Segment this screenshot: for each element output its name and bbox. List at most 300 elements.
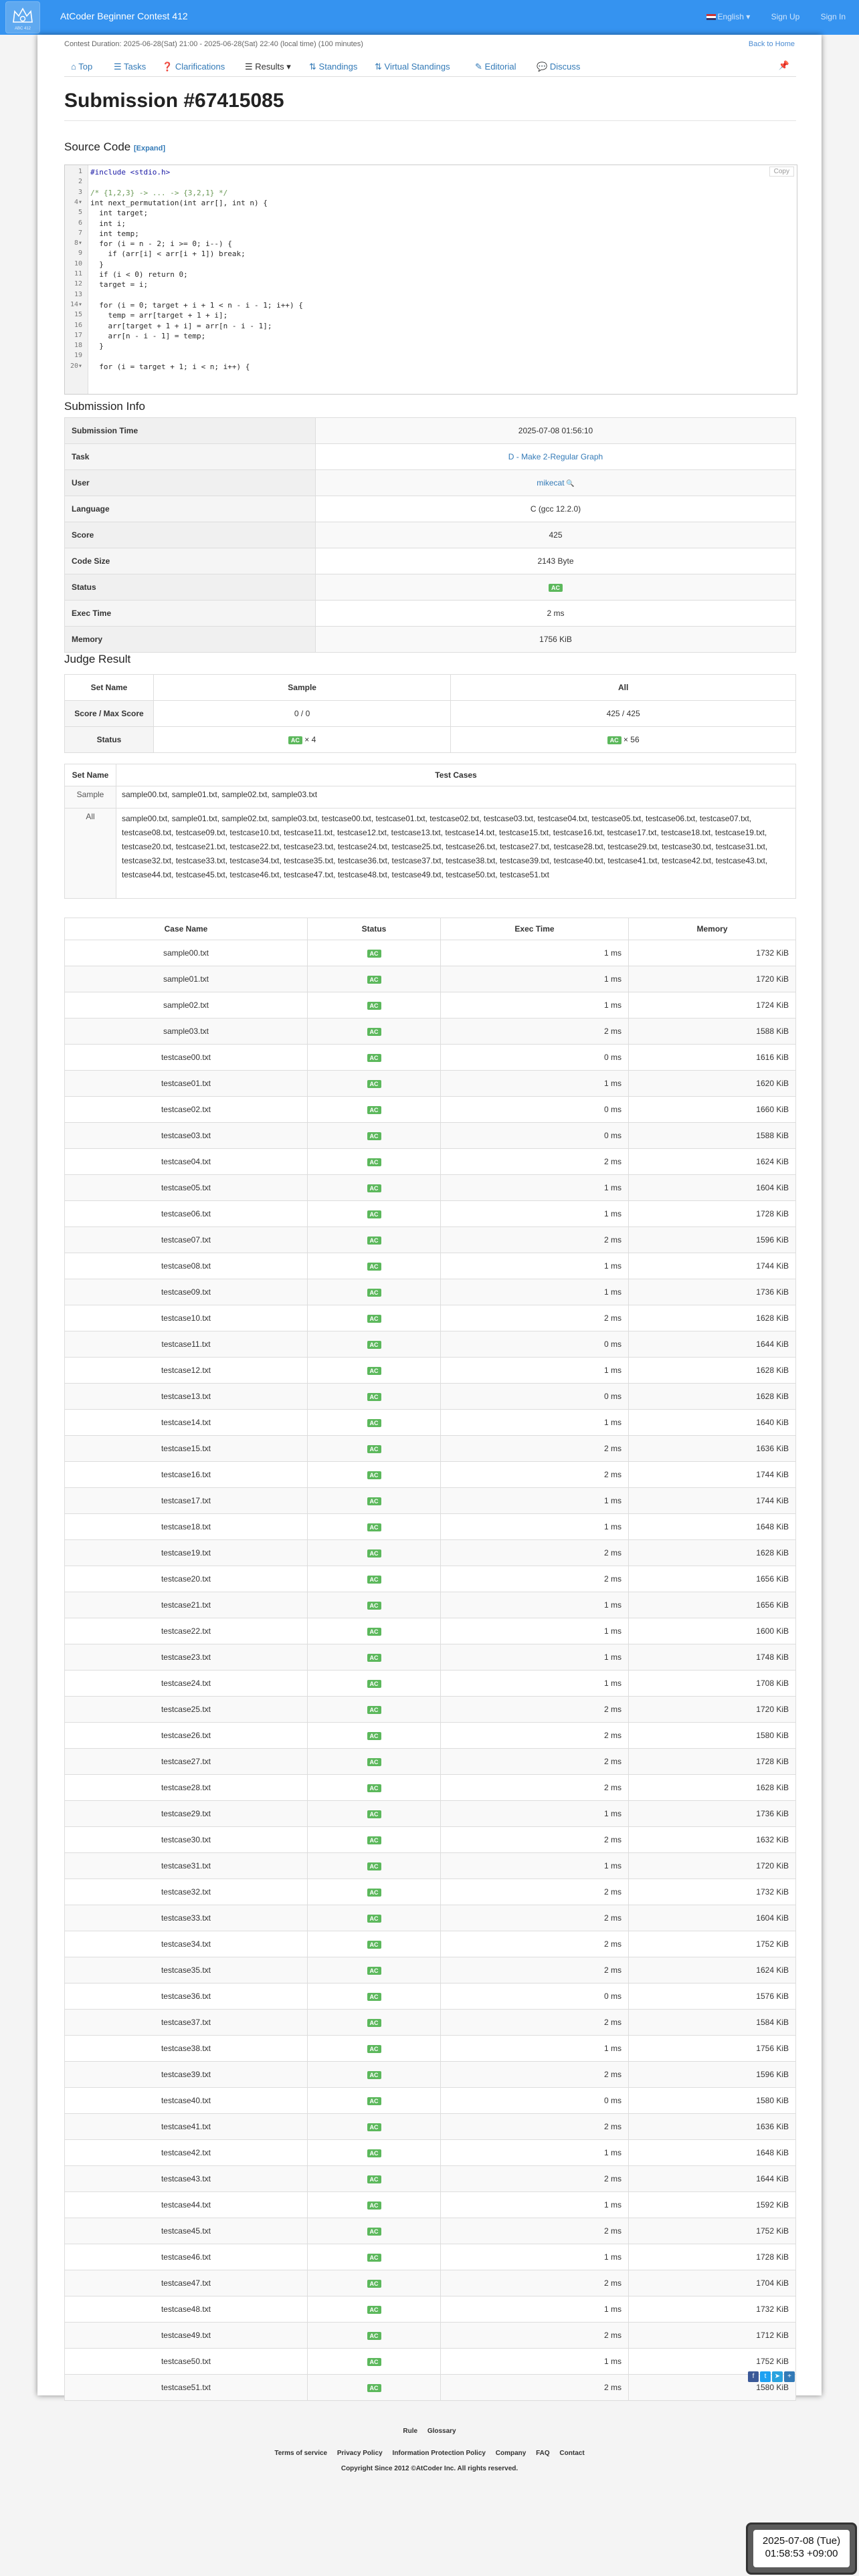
case-memory: 1656 KiB bbox=[629, 1592, 796, 1618]
case-exec-time: 2 ms bbox=[441, 2010, 629, 2036]
case-memory: 1588 KiB bbox=[629, 1123, 796, 1149]
user-link[interactable]: mikecat bbox=[537, 478, 565, 488]
code-line: int i; bbox=[90, 219, 126, 228]
case-exec-time: 0 ms bbox=[441, 1331, 629, 1358]
case-exec-time: 1 ms bbox=[441, 1671, 629, 1697]
case-status bbox=[308, 1879, 441, 1905]
code-line: for (i = target + 1; i < n; i++) { bbox=[90, 362, 250, 371]
case-exec-time: 1 ms bbox=[441, 1853, 629, 1879]
code-line: if (arr[i] < arr[i + 1]) break; bbox=[90, 249, 246, 259]
status-badge: AC bbox=[367, 1602, 381, 1610]
case-memory: 1624 KiB bbox=[629, 1957, 796, 1983]
case-name: testcase07.txt bbox=[65, 1227, 308, 1253]
case-memory: 1752 KiB bbox=[629, 2218, 796, 2244]
table-row bbox=[65, 966, 796, 992]
case-status bbox=[308, 1644, 441, 1671]
main-container bbox=[37, 35, 822, 2395]
nav-editorial-label: Editorial bbox=[484, 62, 516, 72]
copyright: Copyright Since 2012 ©AtCoder Inc. All rights reserved. bbox=[341, 2465, 518, 2472]
status-badge: AC bbox=[367, 1758, 381, 1766]
table-row bbox=[65, 992, 796, 1018]
comment-icon: 💬 bbox=[537, 62, 548, 72]
status-badge: AC bbox=[367, 1158, 381, 1166]
case-exec-time: 2 ms bbox=[441, 1540, 629, 1566]
case-status bbox=[308, 1384, 441, 1410]
case-exec-time: 0 ms bbox=[441, 1983, 629, 2010]
case-name: testcase26.txt bbox=[65, 1723, 308, 1749]
case-exec-time: 2 ms bbox=[441, 1566, 629, 1592]
table-row bbox=[65, 1566, 796, 1592]
table-row bbox=[65, 1331, 796, 1358]
case-exec-time: 2 ms bbox=[441, 1827, 629, 1853]
case-name: testcase22.txt bbox=[65, 1618, 308, 1644]
case-status bbox=[308, 2114, 441, 2140]
case-status bbox=[308, 1123, 441, 1149]
info-label: User bbox=[65, 470, 316, 496]
status-badge: AC bbox=[367, 976, 381, 984]
case-name: testcase51.txt bbox=[65, 2375, 308, 2401]
case-name: testcase41.txt bbox=[65, 2114, 308, 2140]
case-memory: 1628 KiB bbox=[629, 1775, 796, 1801]
case-name: testcase29.txt bbox=[65, 1801, 308, 1827]
home-icon: ⌂ bbox=[71, 62, 76, 72]
code-line: } bbox=[90, 259, 104, 269]
case-status bbox=[308, 1462, 441, 1488]
line-number: 9 bbox=[78, 249, 82, 257]
table-row bbox=[65, 1436, 796, 1462]
case-status bbox=[308, 1097, 441, 1123]
footer-company-link[interactable]: Company bbox=[495, 2450, 527, 2457]
col-status: Status bbox=[308, 918, 441, 940]
search-icon[interactable]: 🔍 bbox=[564, 480, 575, 488]
status-badge: AC bbox=[367, 2123, 381, 2131]
code-line: for (i = n - 2; i >= 0; i--) { bbox=[90, 239, 232, 249]
table-row bbox=[65, 1305, 796, 1331]
sample-count: × 4 bbox=[304, 735, 316, 744]
case-memory: 1744 KiB bbox=[629, 1462, 796, 1488]
nav-tasks-label: Tasks bbox=[124, 62, 147, 72]
atcoder-logo[interactable] bbox=[5, 1, 40, 33]
status-badge: AC bbox=[367, 1993, 381, 2001]
case-memory: 1756 KiB bbox=[629, 2036, 796, 2062]
case-name: testcase32.txt bbox=[65, 1879, 308, 1905]
case-name: testcase30.txt bbox=[65, 1827, 308, 1853]
sign-up-link[interactable]: Sign Up bbox=[771, 12, 800, 21]
case-name: testcase38.txt bbox=[65, 2036, 308, 2062]
case-name: testcase13.txt bbox=[65, 1384, 308, 1410]
case-name: testcase04.txt bbox=[65, 1149, 308, 1175]
case-status bbox=[308, 2218, 441, 2244]
case-memory: 1596 KiB bbox=[629, 2062, 796, 2088]
footer-rule-link[interactable]: Rule bbox=[403, 2428, 418, 2435]
case-status bbox=[308, 1697, 441, 1723]
table-row bbox=[65, 2244, 796, 2270]
table-row bbox=[65, 2140, 796, 2166]
table-row bbox=[65, 1905, 796, 1931]
line-number: 20▾ bbox=[70, 362, 82, 370]
case-name: testcase19.txt bbox=[65, 1540, 308, 1566]
case-memory: 1748 KiB bbox=[629, 1644, 796, 1671]
nav-top[interactable] bbox=[71, 62, 92, 72]
nav-clarifications[interactable] bbox=[162, 62, 225, 72]
col-exec-time: Exec Time bbox=[441, 918, 629, 940]
case-status bbox=[308, 1410, 441, 1436]
status-badge: AC bbox=[367, 2306, 381, 2314]
case-memory: 1752 KiB bbox=[629, 2349, 796, 2375]
source-code-title: Source Code bbox=[64, 140, 131, 153]
case-status bbox=[308, 1723, 441, 1749]
table-row bbox=[65, 1175, 796, 1201]
set-name-all: All bbox=[65, 809, 116, 899]
status-badge: AC bbox=[367, 1393, 381, 1401]
status-badge: AC bbox=[367, 1576, 381, 1584]
status-badge: AC bbox=[367, 1028, 381, 1036]
case-status bbox=[308, 966, 441, 992]
task-link[interactable]: D - Make 2-Regular Graph bbox=[508, 452, 603, 461]
case-name: testcase33.txt bbox=[65, 1905, 308, 1931]
case-exec-time: 0 ms bbox=[441, 1097, 629, 1123]
status-badge: AC bbox=[367, 2358, 381, 2366]
clock-date: 2025-07-08 (Tue) bbox=[762, 2535, 841, 2547]
line-number: 12 bbox=[74, 280, 82, 288]
case-status bbox=[308, 2140, 441, 2166]
col-sample: Sample bbox=[154, 675, 451, 701]
case-status bbox=[308, 1957, 441, 1983]
case-status bbox=[308, 1149, 441, 1175]
status-badge: AC bbox=[367, 1080, 381, 1088]
status-badge: AC bbox=[367, 1237, 381, 1245]
table-row bbox=[65, 1097, 796, 1123]
status-badge: AC bbox=[367, 1054, 381, 1062]
line-number: 15 bbox=[74, 311, 82, 319]
all-count: × 56 bbox=[623, 735, 640, 744]
line-number: 10 bbox=[74, 259, 82, 267]
line-number: 14▾ bbox=[70, 300, 82, 308]
info-row bbox=[65, 601, 796, 627]
case-status bbox=[308, 2375, 441, 2401]
nav-editorial[interactable] bbox=[475, 62, 516, 72]
status-badge: AC bbox=[288, 736, 302, 744]
line-number: 4▾ bbox=[74, 198, 82, 206]
case-exec-time: 2 ms bbox=[441, 1749, 629, 1775]
case-exec-time: 1 ms bbox=[441, 1514, 629, 1540]
status-badge: AC bbox=[367, 2045, 381, 2053]
footer-terms-link[interactable]: Terms of service bbox=[274, 2450, 328, 2457]
line-gutter bbox=[65, 165, 88, 394]
pin-icon[interactable]: 📌 bbox=[778, 60, 789, 70]
info-label: Score bbox=[65, 522, 316, 548]
info-row bbox=[65, 418, 796, 444]
case-status bbox=[308, 2166, 441, 2192]
case-exec-time: 1 ms bbox=[441, 2140, 629, 2166]
table-row bbox=[65, 1201, 796, 1227]
footer-faq-link[interactable]: FAQ bbox=[536, 2450, 550, 2457]
case-memory: 1596 KiB bbox=[629, 1227, 796, 1253]
info-row bbox=[65, 548, 796, 574]
nav-virtual-standings[interactable] bbox=[375, 62, 450, 72]
line-number: 13 bbox=[74, 290, 82, 298]
case-status bbox=[308, 1671, 441, 1697]
case-name: sample03.txt bbox=[65, 1018, 308, 1045]
footer-contact-link[interactable]: Contact bbox=[559, 2450, 585, 2457]
case-name: testcase44.txt bbox=[65, 2192, 308, 2218]
uk-flag-icon bbox=[706, 14, 716, 20]
table-row bbox=[65, 1358, 796, 1384]
case-status bbox=[308, 1775, 441, 1801]
case-memory: 1616 KiB bbox=[629, 1045, 796, 1071]
case-exec-time: 1 ms bbox=[441, 1488, 629, 1514]
nav-results[interactable]: ☰ Results ▾ bbox=[245, 62, 291, 72]
case-memory: 1728 KiB bbox=[629, 2244, 796, 2270]
case-memory: 1592 KiB bbox=[629, 2192, 796, 2218]
line-number: 6 bbox=[78, 219, 82, 227]
case-memory: 1724 KiB bbox=[629, 992, 796, 1018]
code-line: target = i; bbox=[90, 280, 149, 290]
nav-standings-label: Standings bbox=[318, 62, 358, 72]
case-memory: 1620 KiB bbox=[629, 1071, 796, 1097]
table-row bbox=[65, 2296, 796, 2323]
info-row bbox=[65, 496, 796, 522]
crown-icon bbox=[11, 6, 34, 26]
case-status bbox=[308, 1905, 441, 1931]
status-badge: AC bbox=[367, 1862, 381, 1870]
case-status bbox=[308, 1592, 441, 1618]
status-badge: AC bbox=[367, 1315, 381, 1323]
case-name: testcase18.txt bbox=[65, 1514, 308, 1540]
status-badge: AC bbox=[367, 1967, 381, 1975]
case-name: testcase21.txt bbox=[65, 1592, 308, 1618]
case-name: testcase23.txt bbox=[65, 1644, 308, 1671]
case-memory: 1644 KiB bbox=[629, 1331, 796, 1358]
info-label: Language bbox=[65, 496, 316, 522]
table-row bbox=[65, 1123, 796, 1149]
contest-nav bbox=[64, 56, 796, 77]
status-badge: AC bbox=[367, 1889, 381, 1897]
table-row bbox=[65, 1514, 796, 1540]
table-row bbox=[65, 2218, 796, 2244]
status-badge: AC bbox=[367, 1289, 381, 1297]
case-status bbox=[308, 1045, 441, 1071]
sample-score: 0 / 0 bbox=[154, 701, 451, 727]
status-label: Status bbox=[65, 727, 154, 753]
contest-title-link[interactable]: AtCoder Beginner Contest 412 bbox=[60, 11, 188, 21]
pencil-icon: ✎ bbox=[475, 62, 482, 72]
line-number: 8▾ bbox=[74, 239, 82, 247]
case-name: testcase10.txt bbox=[65, 1305, 308, 1331]
status-badge: AC bbox=[367, 2280, 381, 2288]
language-dropdown[interactable]: English ▾ bbox=[706, 12, 751, 21]
case-memory: 1704 KiB bbox=[629, 2270, 796, 2296]
table-row bbox=[65, 1618, 796, 1644]
case-memory: 1720 KiB bbox=[629, 1697, 796, 1723]
info-value: 2025-07-08 01:56:10 bbox=[316, 418, 796, 444]
status-badge: AC bbox=[367, 1341, 381, 1349]
info-row bbox=[65, 470, 796, 496]
sort-icon: ⇅ bbox=[309, 62, 316, 72]
case-status bbox=[308, 1331, 441, 1358]
case-exec-time: 1 ms bbox=[441, 2192, 629, 2218]
case-exec-time: 2 ms bbox=[441, 2062, 629, 2088]
question-icon: ❓ bbox=[162, 62, 173, 72]
case-exec-time: 0 ms bbox=[441, 1045, 629, 1071]
status-badge: AC bbox=[367, 2175, 381, 2183]
table-row bbox=[65, 1697, 796, 1723]
table-row bbox=[65, 1018, 796, 1045]
case-exec-time: 1 ms bbox=[441, 992, 629, 1018]
case-memory: 1628 KiB bbox=[629, 1358, 796, 1384]
case-status bbox=[308, 1279, 441, 1305]
status-badge: AC bbox=[367, 1810, 381, 1818]
case-memory: 1636 KiB bbox=[629, 2114, 796, 2140]
line-number: 16 bbox=[74, 321, 82, 329]
case-exec-time: 2 ms bbox=[441, 1905, 629, 1931]
contest-duration: Contest Duration: 2025-06-28(Sat) 21:00 - 2025-06-28(Sat) 22:40 (local time) (100 minutes) bbox=[64, 40, 363, 48]
case-name: testcase35.txt bbox=[65, 1957, 308, 1983]
back-to-home-link[interactable]: Back to Home bbox=[748, 40, 795, 48]
case-exec-time: 1 ms bbox=[441, 1071, 629, 1097]
info-label: Code Size bbox=[65, 548, 316, 574]
nav-tasks[interactable] bbox=[114, 62, 146, 72]
status-badge: AC bbox=[367, 1367, 381, 1375]
case-status bbox=[308, 2296, 441, 2323]
copy-button[interactable]: Copy bbox=[769, 167, 794, 177]
case-memory: 1732 KiB bbox=[629, 940, 796, 966]
col-case-name: Case Name bbox=[65, 918, 308, 940]
case-exec-time: 2 ms bbox=[441, 1305, 629, 1331]
info-value: 2143 Byte bbox=[316, 548, 796, 574]
info-row bbox=[65, 444, 796, 470]
case-exec-time: 2 ms bbox=[441, 1697, 629, 1723]
table-row bbox=[65, 1879, 796, 1905]
source-code-editor[interactable] bbox=[64, 165, 797, 395]
nav-discuss-label: Discuss bbox=[549, 62, 581, 72]
code-line: int next_permutation(int arr[], int n) { bbox=[90, 198, 268, 207]
case-memory: 1728 KiB bbox=[629, 1749, 796, 1775]
twitter-icon[interactable]: t bbox=[760, 2371, 771, 2382]
status-badge: AC bbox=[367, 1654, 381, 1662]
table-row bbox=[65, 1853, 796, 1879]
language-label: English bbox=[717, 12, 744, 21]
table-row bbox=[65, 1384, 796, 1410]
status-badge: AC bbox=[367, 1680, 381, 1688]
footer-privacy-link[interactable]: Privacy Policy bbox=[337, 2450, 383, 2457]
status-badge: AC bbox=[367, 1497, 381, 1505]
case-name: testcase31.txt bbox=[65, 1853, 308, 1879]
case-name: testcase09.txt bbox=[65, 1279, 308, 1305]
case-memory: 1644 KiB bbox=[629, 2166, 796, 2192]
status-badge: AC bbox=[367, 1784, 381, 1792]
case-status bbox=[308, 1436, 441, 1462]
case-name: testcase50.txt bbox=[65, 2349, 308, 2375]
sign-in-link[interactable]: Sign In bbox=[820, 12, 846, 21]
expand-link[interactable]: [Expand] bbox=[133, 144, 166, 152]
code-line: temp = arr[target + 1 + i]; bbox=[90, 311, 228, 320]
status-badge: AC bbox=[367, 1732, 381, 1740]
share-icon[interactable]: + bbox=[784, 2371, 795, 2382]
status-badge: AC bbox=[367, 2228, 381, 2236]
case-name: sample01.txt bbox=[65, 966, 308, 992]
case-status bbox=[308, 1618, 441, 1644]
case-name: testcase11.txt bbox=[65, 1331, 308, 1358]
col-test-cases: Test Cases bbox=[116, 764, 796, 786]
case-memory: 1660 KiB bbox=[629, 1097, 796, 1123]
facebook-icon[interactable]: f bbox=[748, 2371, 759, 2382]
status-badge: AC bbox=[367, 2019, 381, 2027]
case-exec-time: 1 ms bbox=[441, 1253, 629, 1279]
table-row bbox=[65, 2088, 796, 2114]
status-badge: AC bbox=[367, 2332, 381, 2340]
submission-info-heading: Submission Info bbox=[64, 400, 145, 413]
sample-cases: sample00.txt, sample01.txt, sample02.txt, sample03.txt bbox=[116, 786, 796, 809]
all-score: 425 / 425 bbox=[451, 701, 796, 727]
table-row bbox=[65, 2270, 796, 2296]
telegram-icon[interactable]: ➤ bbox=[772, 2371, 783, 2382]
table-row bbox=[65, 2375, 796, 2401]
nav-standings[interactable] bbox=[309, 62, 357, 72]
line-number: 19 bbox=[74, 352, 82, 360]
table-row bbox=[65, 1279, 796, 1305]
table-row bbox=[65, 1957, 796, 1983]
table-row bbox=[65, 1488, 796, 1514]
sample-status bbox=[154, 727, 451, 753]
line-number: 3 bbox=[78, 188, 82, 196]
case-memory: 1732 KiB bbox=[629, 2296, 796, 2323]
case-memory: 1628 KiB bbox=[629, 1384, 796, 1410]
case-status bbox=[308, 1305, 441, 1331]
line-number: 2 bbox=[78, 178, 82, 186]
table-row bbox=[65, 1045, 796, 1071]
table-row bbox=[65, 1801, 796, 1827]
status-badge: AC bbox=[367, 2384, 381, 2392]
case-exec-time: 2 ms bbox=[441, 1227, 629, 1253]
divider bbox=[64, 120, 796, 121]
case-status bbox=[308, 1201, 441, 1227]
case-name: testcase16.txt bbox=[65, 1462, 308, 1488]
info-value bbox=[316, 444, 796, 470]
table-row bbox=[65, 1410, 796, 1436]
table-row bbox=[65, 2166, 796, 2192]
table-row bbox=[65, 940, 796, 966]
code-line: } bbox=[90, 342, 104, 351]
case-memory: 1576 KiB bbox=[629, 1983, 796, 2010]
info-value: 425 bbox=[316, 522, 796, 548]
all-status bbox=[451, 727, 796, 753]
case-name: testcase39.txt bbox=[65, 2062, 308, 2088]
footer-info-protection-link[interactable]: Information Protection Policy bbox=[392, 2450, 486, 2457]
footer-glossary-link[interactable]: Glossary bbox=[427, 2428, 456, 2435]
case-status bbox=[308, 1514, 441, 1540]
case-name: testcase47.txt bbox=[65, 2270, 308, 2296]
case-memory: 1600 KiB bbox=[629, 1618, 796, 1644]
case-memory: 1628 KiB bbox=[629, 1540, 796, 1566]
case-exec-time: 1 ms bbox=[441, 1644, 629, 1671]
status-badge: AC bbox=[367, 1549, 381, 1558]
nav-discuss[interactable] bbox=[537, 62, 580, 72]
case-status bbox=[308, 2062, 441, 2088]
case-name: testcase24.txt bbox=[65, 1671, 308, 1697]
status-badge: AC bbox=[367, 1836, 381, 1844]
test-sets-table bbox=[64, 764, 796, 899]
case-exec-time: 2 ms bbox=[441, 1931, 629, 1957]
case-status bbox=[308, 1071, 441, 1097]
sort-icon: ⇅ bbox=[375, 62, 382, 72]
nav-clarifications-label: Clarifications bbox=[175, 62, 225, 72]
case-exec-time: 2 ms bbox=[441, 2270, 629, 2296]
status-badge: AC bbox=[367, 1002, 381, 1010]
page-title: Submission #67415085 bbox=[64, 90, 284, 112]
nav-top-label: Top bbox=[78, 62, 93, 72]
case-status bbox=[308, 2244, 441, 2270]
